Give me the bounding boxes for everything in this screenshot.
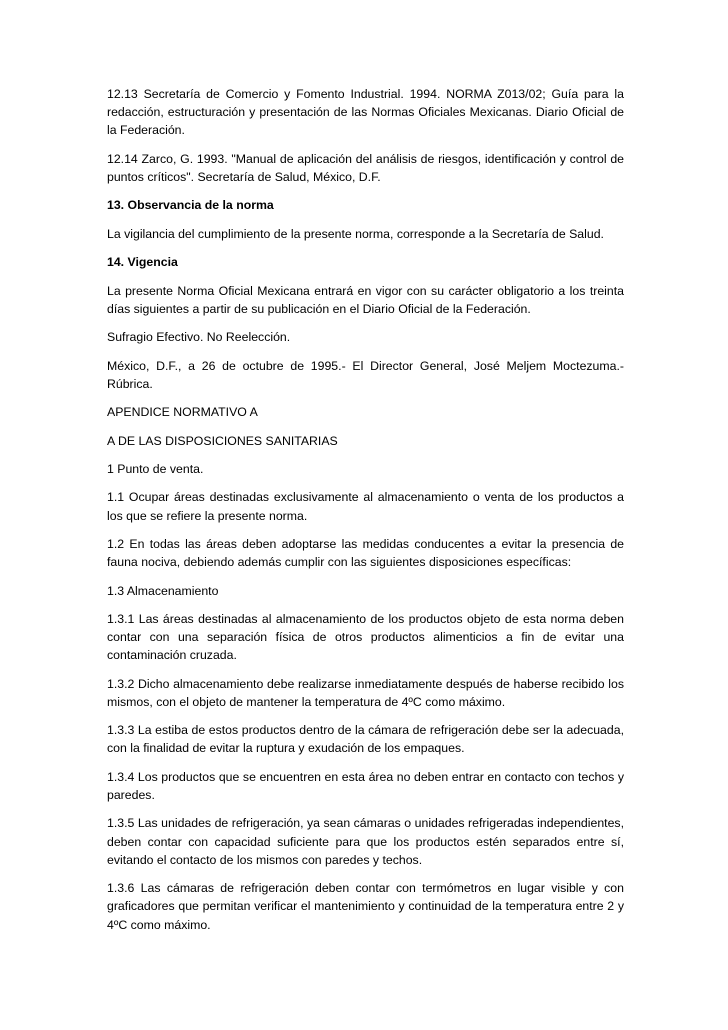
section-heading-observancia: 13. Observancia de la norma [107,198,274,213]
document-page [107,85,624,944]
item-1-3: 1.3 Almacenamiento [107,583,219,598]
item-1-3-3: 1.3.3 La estiba de estos productos dentro de la cámara de refrigeración debe ser la adecuada, con la finalidad de evitar la ruptura y exudación de los empaques. [107,723,624,756]
paragraph-sufragio: Sufragio Efectivo. No Reelección. [107,330,291,345]
paragraph-signature: México, D.F., a 26 de octubre de 1995.- El Director General, José Meljem Moctezuma.- Rúbrica. [107,358,624,391]
item-1: 1 Punto de venta. [107,461,204,476]
item-1-3-4: 1.3.4 Los productos que se encuentren en esta área no deben entrar en contacto con techos y paredes. [107,769,624,803]
section-heading-vigencia: 14. Vigencia [107,255,178,270]
item-1-3-6: 1.3.6 Las cámaras de refrigeración deben contar con termómetros en lugar visible y con graficadores que permitan verificar el mantenimiento y continuidad de la temperatura entre 2 y 4ºC como máximo. [107,881,624,932]
item-1-3-2: 1.3.2 Dicho almacenamiento debe realizarse inmediatamente después de haberse recibido los mismos, con el objeto de mantener la temperatura de 4ºC como máximo. [107,676,624,709]
appendix-title: APENDICE NORMATIVO A [107,405,258,420]
item-1-3-5: 1.3.5 Las unidades de refrigeración, ya sean cámaras o unidades refrigeradas independientes, deben contar con capacidad suficiente para que los productos estén separados entre sí, evitando el contacto de los mismos con paredes y techos. [107,816,624,867]
appendix-subtitle: A DE LAS DISPOSICIONES SANITARIAS [107,433,338,448]
reference-12-14: 12.14 Zarco, G. 1993. "Manual de aplicación del análisis de riesgos, identificación y control de puntos críticos". Secretaría de Salud, México, D.F. [107,151,624,184]
paragraph-observancia: La vigilancia del cumplimiento de la presente norma, corresponde a la Secretaría de Salud. [107,226,604,241]
item-1-2: 1.2 En todas las áreas deben adoptarse las medidas conducentes a evitar la presencia de fauna nociva, debiendo además cumplir con las siguientes disposiciones específicas: [107,536,624,570]
item-1-1: 1.1 Ocupar áreas destinadas exclusivamente al almacenamiento o venta de los productos a los que se refiere la presente norma. [107,490,624,523]
item-1-3-1: 1.3.1 Las áreas destinadas al almacenamiento de los productos objeto de esta norma deben contar con una separación física de otros productos alimenticios a fin de evitar una contaminación cruzada. [107,611,624,663]
paragraph-vigencia: La presente Norma Oficial Mexicana entrará en vigor con su carácter obligatorio a los treinta días siguientes a partir de su publicación en el Diario Oficial de la Federación. [107,283,624,316]
reference-12-13: 12.13 Secretaría de Comercio y Fomento Industrial. 1994. NORMA Z013/02; Guía para la redacción, estructuración y presentación de las Normas Oficiales Mexicanas. Diario Oficial de la Federación. [107,87,624,138]
